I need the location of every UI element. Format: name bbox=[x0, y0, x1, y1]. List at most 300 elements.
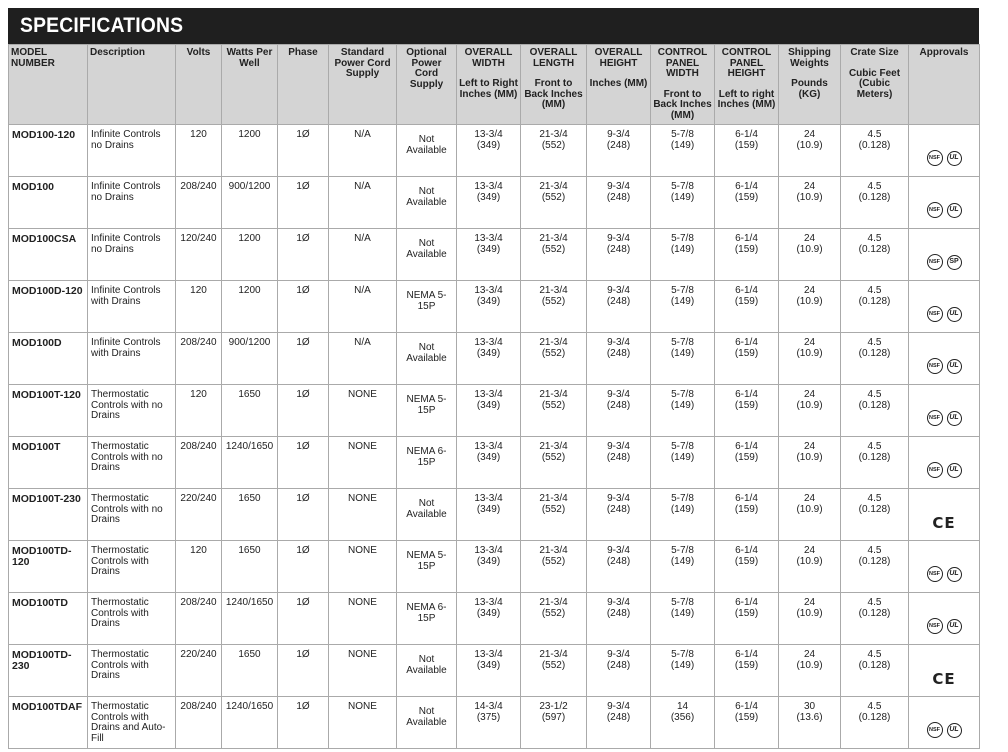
cell-phase: 1Ø bbox=[278, 229, 329, 281]
column-header bbox=[222, 45, 278, 125]
cell-ship bbox=[779, 541, 841, 593]
cell-opt-text: NEMA 6-15P bbox=[406, 446, 447, 468]
value-metric: (0.128) bbox=[858, 555, 891, 567]
approval-badges bbox=[912, 702, 976, 752]
cell-volts: 120 bbox=[176, 385, 222, 437]
cell-length bbox=[521, 541, 587, 593]
cell-opt-text: NEMA 5-15P bbox=[406, 550, 447, 572]
value-imperial: 9-3/4 bbox=[607, 337, 630, 348]
value-metric: (159) bbox=[734, 347, 759, 359]
cell-opt-text: Not Available bbox=[406, 134, 447, 156]
value-metric: (349) bbox=[476, 295, 501, 307]
nsf-logo-icon: NSF bbox=[927, 150, 943, 166]
cell-model: MOD100D bbox=[9, 333, 88, 385]
ce-mark-icon: CE bbox=[932, 513, 956, 532]
table-row bbox=[9, 281, 980, 333]
value-metric: (149) bbox=[670, 503, 695, 515]
value-imperial: 5-7/8 bbox=[671, 233, 694, 244]
value-metric: (248) bbox=[606, 503, 631, 515]
cell-crate bbox=[841, 489, 909, 541]
approval-badges bbox=[912, 442, 976, 492]
cell-model: MOD100T-230 bbox=[9, 489, 88, 541]
cell-opt-text: Not Available bbox=[406, 186, 447, 208]
cell-volts: 220/240 bbox=[176, 645, 222, 697]
cell-model: MOD100D-120 bbox=[9, 281, 88, 333]
value-metric: (10.9) bbox=[796, 451, 823, 463]
cell-cpw bbox=[651, 125, 715, 177]
value-metric: (10.9) bbox=[796, 191, 823, 203]
cell-phase: 1Ø bbox=[278, 125, 329, 177]
column-header bbox=[278, 45, 329, 125]
value-metric: (149) bbox=[670, 191, 695, 203]
value-imperial: 23-1/2 bbox=[539, 701, 568, 712]
value-metric: (0.128) bbox=[858, 711, 891, 723]
cell-crate bbox=[841, 177, 909, 229]
ul-logo-icon: UL bbox=[947, 619, 962, 634]
nsf-logo-icon: NSF bbox=[927, 410, 943, 426]
value-imperial: 13-3/4 bbox=[474, 233, 503, 244]
cell-desc: Thermostatic Controls with Drains bbox=[88, 593, 176, 645]
value-metric: (552) bbox=[541, 139, 566, 151]
value-metric: (552) bbox=[541, 243, 566, 255]
value-metric: (248) bbox=[606, 191, 631, 203]
cell-cpw bbox=[651, 281, 715, 333]
cell-cpw bbox=[651, 593, 715, 645]
value-metric: (149) bbox=[670, 659, 695, 671]
table-row bbox=[9, 697, 980, 749]
table-row bbox=[9, 177, 980, 229]
cell-std: NONE bbox=[329, 541, 397, 593]
cell-width bbox=[457, 281, 521, 333]
value-metric: (0.128) bbox=[858, 451, 891, 463]
value-imperial: 13-3/4 bbox=[474, 337, 503, 348]
column-header-title: CONTROL PANEL WIDTH bbox=[657, 47, 708, 79]
cell-watts: 1200 bbox=[222, 281, 278, 333]
value-metric: (349) bbox=[476, 191, 501, 203]
value-imperial: 13-3/4 bbox=[474, 493, 503, 504]
value-imperial: 4.5 bbox=[867, 701, 882, 712]
column-header bbox=[779, 45, 841, 125]
cell-length bbox=[521, 333, 587, 385]
value-metric: (10.9) bbox=[796, 347, 823, 359]
cell-approvals bbox=[909, 593, 980, 645]
cell-cpw bbox=[651, 489, 715, 541]
value-imperial: 6-1/4 bbox=[735, 181, 758, 192]
cell-volts: 208/240 bbox=[176, 697, 222, 749]
column-header bbox=[841, 45, 909, 125]
value-metric: (349) bbox=[476, 607, 501, 619]
approval-badges bbox=[912, 286, 976, 336]
value-metric: (149) bbox=[670, 451, 695, 463]
ul-logo-icon: UL bbox=[947, 463, 962, 478]
value-metric: (349) bbox=[476, 243, 501, 255]
cell-cph bbox=[715, 229, 779, 281]
cell-model: MOD100TD-230 bbox=[9, 645, 88, 697]
cell-opt-text: NEMA 5-15P bbox=[406, 290, 447, 312]
column-header-title: OVERALL WIDTH bbox=[464, 47, 513, 69]
cell-approvals bbox=[909, 177, 980, 229]
cell-opt-text: Not Available bbox=[406, 706, 447, 728]
approval-badges bbox=[912, 234, 976, 284]
value-metric: (159) bbox=[734, 503, 759, 515]
cell-opt-text: Not Available bbox=[406, 342, 447, 364]
cell-model: MOD100-120 bbox=[9, 125, 88, 177]
cell-height bbox=[587, 489, 651, 541]
table-row bbox=[9, 125, 980, 177]
value-imperial: 13-3/4 bbox=[474, 389, 503, 400]
cell-model: MOD100TD bbox=[9, 593, 88, 645]
column-header-title: Description bbox=[90, 47, 146, 58]
value-metric: (552) bbox=[541, 191, 566, 203]
cell-desc: Infinite Controls with Drains bbox=[88, 333, 176, 385]
value-metric: (149) bbox=[670, 295, 695, 307]
value-imperial: 5-7/8 bbox=[671, 493, 694, 504]
cell-watts: 1650 bbox=[222, 645, 278, 697]
column-header-title: Crate Size bbox=[850, 47, 899, 58]
cell-cpw bbox=[651, 437, 715, 489]
value-imperial: 21-3/4 bbox=[539, 389, 568, 400]
cell-std: N/A bbox=[329, 333, 397, 385]
value-imperial: 21-3/4 bbox=[539, 285, 568, 296]
nsf-logo-icon: NSF bbox=[927, 722, 943, 738]
cell-length bbox=[521, 593, 587, 645]
value-imperial: 13-3/4 bbox=[474, 285, 503, 296]
column-header-title: OVERALL HEIGHT bbox=[594, 47, 643, 69]
value-imperial: 6-1/4 bbox=[735, 597, 758, 608]
table-row bbox=[9, 333, 980, 385]
value-imperial: 21-3/4 bbox=[539, 597, 568, 608]
cell-desc: Infinite Controls no Drains bbox=[88, 177, 176, 229]
value-metric: (13.6) bbox=[796, 711, 823, 723]
cell-std: N/A bbox=[329, 229, 397, 281]
ul-logo-icon: UL bbox=[947, 307, 962, 322]
approval-badges bbox=[912, 546, 976, 596]
value-imperial: 9-3/4 bbox=[607, 597, 630, 608]
value-imperial: 24 bbox=[803, 493, 816, 504]
value-imperial: 24 bbox=[803, 285, 816, 296]
cell-ship bbox=[779, 385, 841, 437]
cell-crate bbox=[841, 125, 909, 177]
cell-opt bbox=[397, 229, 457, 281]
cell-width bbox=[457, 645, 521, 697]
value-imperial: 9-3/4 bbox=[607, 181, 630, 192]
column-header bbox=[176, 45, 222, 125]
cell-watts: 900/1200 bbox=[222, 177, 278, 229]
value-metric: (0.128) bbox=[858, 139, 891, 151]
value-imperial: 13-3/4 bbox=[474, 597, 503, 608]
cell-approvals bbox=[909, 281, 980, 333]
cell-length bbox=[521, 697, 587, 749]
value-metric: (248) bbox=[606, 451, 631, 463]
value-imperial: 4.5 bbox=[867, 285, 882, 296]
column-header bbox=[397, 45, 457, 125]
cell-opt-text: Not Available bbox=[406, 654, 447, 676]
cell-opt-text: Not Available bbox=[406, 238, 447, 260]
cell-opt-text: Not Available bbox=[406, 498, 447, 520]
column-header-unit: Inches (MM) bbox=[589, 78, 648, 89]
cell-length bbox=[521, 177, 587, 229]
cell-width bbox=[457, 229, 521, 281]
value-imperial: 24 bbox=[803, 181, 816, 192]
cell-std: NONE bbox=[329, 489, 397, 541]
value-metric: (0.128) bbox=[858, 295, 891, 307]
value-metric: (248) bbox=[606, 399, 631, 411]
cell-ship bbox=[779, 489, 841, 541]
cell-approvals bbox=[909, 645, 980, 697]
value-metric: (248) bbox=[606, 607, 631, 619]
header-row bbox=[9, 45, 980, 125]
cell-std: NONE bbox=[329, 593, 397, 645]
value-metric: (149) bbox=[670, 139, 695, 151]
cell-crate bbox=[841, 437, 909, 489]
value-metric: (159) bbox=[734, 243, 759, 255]
cell-height bbox=[587, 281, 651, 333]
value-imperial: 13-3/4 bbox=[474, 129, 503, 140]
cell-watts: 1240/1650 bbox=[222, 697, 278, 749]
cell-opt bbox=[397, 645, 457, 697]
cell-opt bbox=[397, 593, 457, 645]
cell-desc: Thermostatic Controls with Drains and Auto-Fill bbox=[88, 697, 176, 749]
cell-length bbox=[521, 229, 587, 281]
cell-opt bbox=[397, 437, 457, 489]
cell-desc: Infinite Controls with Drains bbox=[88, 281, 176, 333]
value-imperial: 24 bbox=[803, 337, 816, 348]
value-imperial: 6-1/4 bbox=[735, 129, 758, 140]
value-metric: (0.128) bbox=[858, 607, 891, 619]
cell-cph bbox=[715, 177, 779, 229]
cell-volts: 208/240 bbox=[176, 437, 222, 489]
column-header-title: OVERALL LENGTH bbox=[529, 47, 578, 69]
cell-cph bbox=[715, 645, 779, 697]
cell-width bbox=[457, 333, 521, 385]
cell-opt bbox=[397, 541, 457, 593]
cell-phase: 1Ø bbox=[278, 385, 329, 437]
nsf-logo-icon: NSF bbox=[927, 358, 943, 374]
cell-desc: Thermostatic Controls with Drains bbox=[88, 645, 176, 697]
value-metric: (10.9) bbox=[796, 139, 823, 151]
value-metric: (552) bbox=[541, 607, 566, 619]
value-metric: (10.9) bbox=[796, 399, 823, 411]
cell-opt bbox=[397, 333, 457, 385]
value-imperial: 24 bbox=[803, 389, 816, 400]
cell-length bbox=[521, 385, 587, 437]
cell-cpw bbox=[651, 645, 715, 697]
cell-ship bbox=[779, 593, 841, 645]
cell-volts: 120/240 bbox=[176, 229, 222, 281]
cell-ship bbox=[779, 229, 841, 281]
approval-badges bbox=[912, 598, 976, 648]
cell-std: NONE bbox=[329, 385, 397, 437]
cell-volts: 120 bbox=[176, 125, 222, 177]
nsf-logo-icon: NSF bbox=[927, 462, 943, 478]
cell-watts: 1200 bbox=[222, 125, 278, 177]
cell-cpw bbox=[651, 177, 715, 229]
value-imperial: 24 bbox=[803, 441, 816, 452]
cell-width bbox=[457, 697, 521, 749]
value-metric: (149) bbox=[670, 555, 695, 567]
cell-std: NONE bbox=[329, 645, 397, 697]
value-imperial: 5-7/8 bbox=[671, 389, 694, 400]
csa-logo-icon: SP bbox=[947, 255, 962, 270]
column-header-title: Approvals bbox=[919, 47, 969, 58]
value-imperial: 5-7/8 bbox=[671, 649, 694, 660]
cell-approvals bbox=[909, 333, 980, 385]
cell-watts: 1200 bbox=[222, 229, 278, 281]
spec-table bbox=[8, 44, 980, 749]
cell-width bbox=[457, 437, 521, 489]
value-imperial: 6-1/4 bbox=[735, 441, 758, 452]
cell-ship bbox=[779, 281, 841, 333]
nsf-logo-icon: NSF bbox=[927, 202, 943, 218]
table-row bbox=[9, 437, 980, 489]
cell-watts: 1650 bbox=[222, 489, 278, 541]
cell-cph bbox=[715, 385, 779, 437]
cell-ship bbox=[779, 437, 841, 489]
cell-phase: 1Ø bbox=[278, 437, 329, 489]
ul-logo-icon: UL bbox=[947, 151, 962, 166]
value-metric: (248) bbox=[606, 659, 631, 671]
cell-ship bbox=[779, 125, 841, 177]
value-metric: (149) bbox=[670, 347, 695, 359]
cell-cph bbox=[715, 281, 779, 333]
cell-std: NONE bbox=[329, 437, 397, 489]
cell-phase: 1Ø bbox=[278, 697, 329, 749]
value-metric: (159) bbox=[734, 555, 759, 567]
value-metric: (248) bbox=[606, 295, 631, 307]
cell-crate bbox=[841, 645, 909, 697]
cell-width bbox=[457, 489, 521, 541]
ul-logo-icon: UL bbox=[947, 203, 962, 218]
nsf-logo-icon: NSF bbox=[927, 566, 943, 582]
cell-cph bbox=[715, 593, 779, 645]
approval-badges bbox=[912, 494, 976, 544]
cell-model: MOD100 bbox=[9, 177, 88, 229]
cell-desc: Infinite Controls no Drains bbox=[88, 229, 176, 281]
value-imperial: 6-1/4 bbox=[735, 649, 758, 660]
value-imperial: 9-3/4 bbox=[607, 389, 630, 400]
value-imperial: 4.5 bbox=[867, 597, 882, 608]
value-imperial: 6-1/4 bbox=[735, 233, 758, 244]
cell-crate bbox=[841, 541, 909, 593]
cell-height bbox=[587, 177, 651, 229]
cell-model: MOD100TDAF bbox=[9, 697, 88, 749]
value-imperial: 4.5 bbox=[867, 545, 882, 556]
value-imperial: 5-7/8 bbox=[671, 129, 694, 140]
value-metric: (159) bbox=[734, 607, 759, 619]
cell-opt bbox=[397, 385, 457, 437]
value-imperial: 4.5 bbox=[867, 389, 882, 400]
cell-model: MOD100T-120 bbox=[9, 385, 88, 437]
value-imperial: 6-1/4 bbox=[735, 701, 758, 712]
cell-phase: 1Ø bbox=[278, 645, 329, 697]
cell-opt bbox=[397, 125, 457, 177]
cell-std: N/A bbox=[329, 177, 397, 229]
cell-height bbox=[587, 593, 651, 645]
value-imperial: 13-3/4 bbox=[474, 649, 503, 660]
value-imperial: 14 bbox=[676, 701, 689, 712]
value-imperial: 21-3/4 bbox=[539, 545, 568, 556]
value-imperial: 4.5 bbox=[867, 129, 882, 140]
cell-approvals bbox=[909, 385, 980, 437]
approval-badges bbox=[912, 130, 976, 180]
cell-desc: Thermostatic Controls with no Drains bbox=[88, 385, 176, 437]
cell-ship bbox=[779, 177, 841, 229]
ul-logo-icon: UL bbox=[947, 359, 962, 374]
value-metric: (159) bbox=[734, 191, 759, 203]
approval-badges bbox=[912, 182, 976, 232]
title-bar bbox=[8, 8, 979, 44]
cell-cpw bbox=[651, 385, 715, 437]
value-imperial: 6-1/4 bbox=[735, 389, 758, 400]
cell-width bbox=[457, 593, 521, 645]
value-imperial: 9-3/4 bbox=[607, 285, 630, 296]
ce-mark-icon: CE bbox=[932, 669, 956, 688]
cell-phase: 1Ø bbox=[278, 489, 329, 541]
value-metric: (10.9) bbox=[796, 659, 823, 671]
table-row bbox=[9, 541, 980, 593]
value-metric: (248) bbox=[606, 243, 631, 255]
approval-badges bbox=[912, 338, 976, 388]
table-row bbox=[9, 385, 980, 437]
cell-model: MOD100CSA bbox=[9, 229, 88, 281]
value-imperial: 4.5 bbox=[867, 181, 882, 192]
column-header-unit: Left to right Inches (MM) bbox=[717, 88, 776, 110]
cell-volts: 208/240 bbox=[176, 593, 222, 645]
cell-phase: 1Ø bbox=[278, 541, 329, 593]
ul-logo-icon: UL bbox=[947, 723, 962, 738]
column-header-title: Phase bbox=[288, 47, 318, 58]
value-metric: (349) bbox=[476, 347, 501, 359]
value-metric: (0.128) bbox=[858, 191, 891, 203]
cell-length bbox=[521, 645, 587, 697]
value-imperial: 24 bbox=[803, 233, 816, 244]
column-header bbox=[651, 45, 715, 125]
column-header bbox=[587, 45, 651, 125]
value-imperial: 4.5 bbox=[867, 493, 882, 504]
cell-opt bbox=[397, 177, 457, 229]
cell-approvals bbox=[909, 697, 980, 749]
cell-ship bbox=[779, 697, 841, 749]
ul-logo-icon: UL bbox=[947, 411, 962, 426]
nsf-logo-icon: NSF bbox=[927, 306, 943, 322]
cell-height bbox=[587, 541, 651, 593]
cell-phase: 1Ø bbox=[278, 281, 329, 333]
table-row bbox=[9, 229, 980, 281]
cell-volts: 208/240 bbox=[176, 177, 222, 229]
cell-approvals bbox=[909, 125, 980, 177]
cell-desc: Thermostatic Controls with no Drains bbox=[88, 437, 176, 489]
cell-cpw bbox=[651, 697, 715, 749]
column-header-title: Volts bbox=[186, 47, 211, 58]
value-metric: (356) bbox=[670, 711, 695, 723]
value-metric: (552) bbox=[541, 347, 566, 359]
cell-crate bbox=[841, 697, 909, 749]
value-metric: (552) bbox=[541, 451, 566, 463]
cell-phase: 1Ø bbox=[278, 333, 329, 385]
value-metric: (149) bbox=[670, 243, 695, 255]
value-metric: (349) bbox=[476, 555, 501, 567]
value-metric: (0.128) bbox=[858, 399, 891, 411]
value-imperial: 5-7/8 bbox=[671, 597, 694, 608]
ul-logo-icon: UL bbox=[947, 567, 962, 582]
cell-phase: 1Ø bbox=[278, 177, 329, 229]
column-header-title: Shipping Weights bbox=[788, 47, 831, 69]
value-imperial: 4.5 bbox=[867, 441, 882, 452]
cell-crate bbox=[841, 333, 909, 385]
cell-watts: 1240/1650 bbox=[222, 593, 278, 645]
cell-crate bbox=[841, 281, 909, 333]
cell-opt bbox=[397, 281, 457, 333]
